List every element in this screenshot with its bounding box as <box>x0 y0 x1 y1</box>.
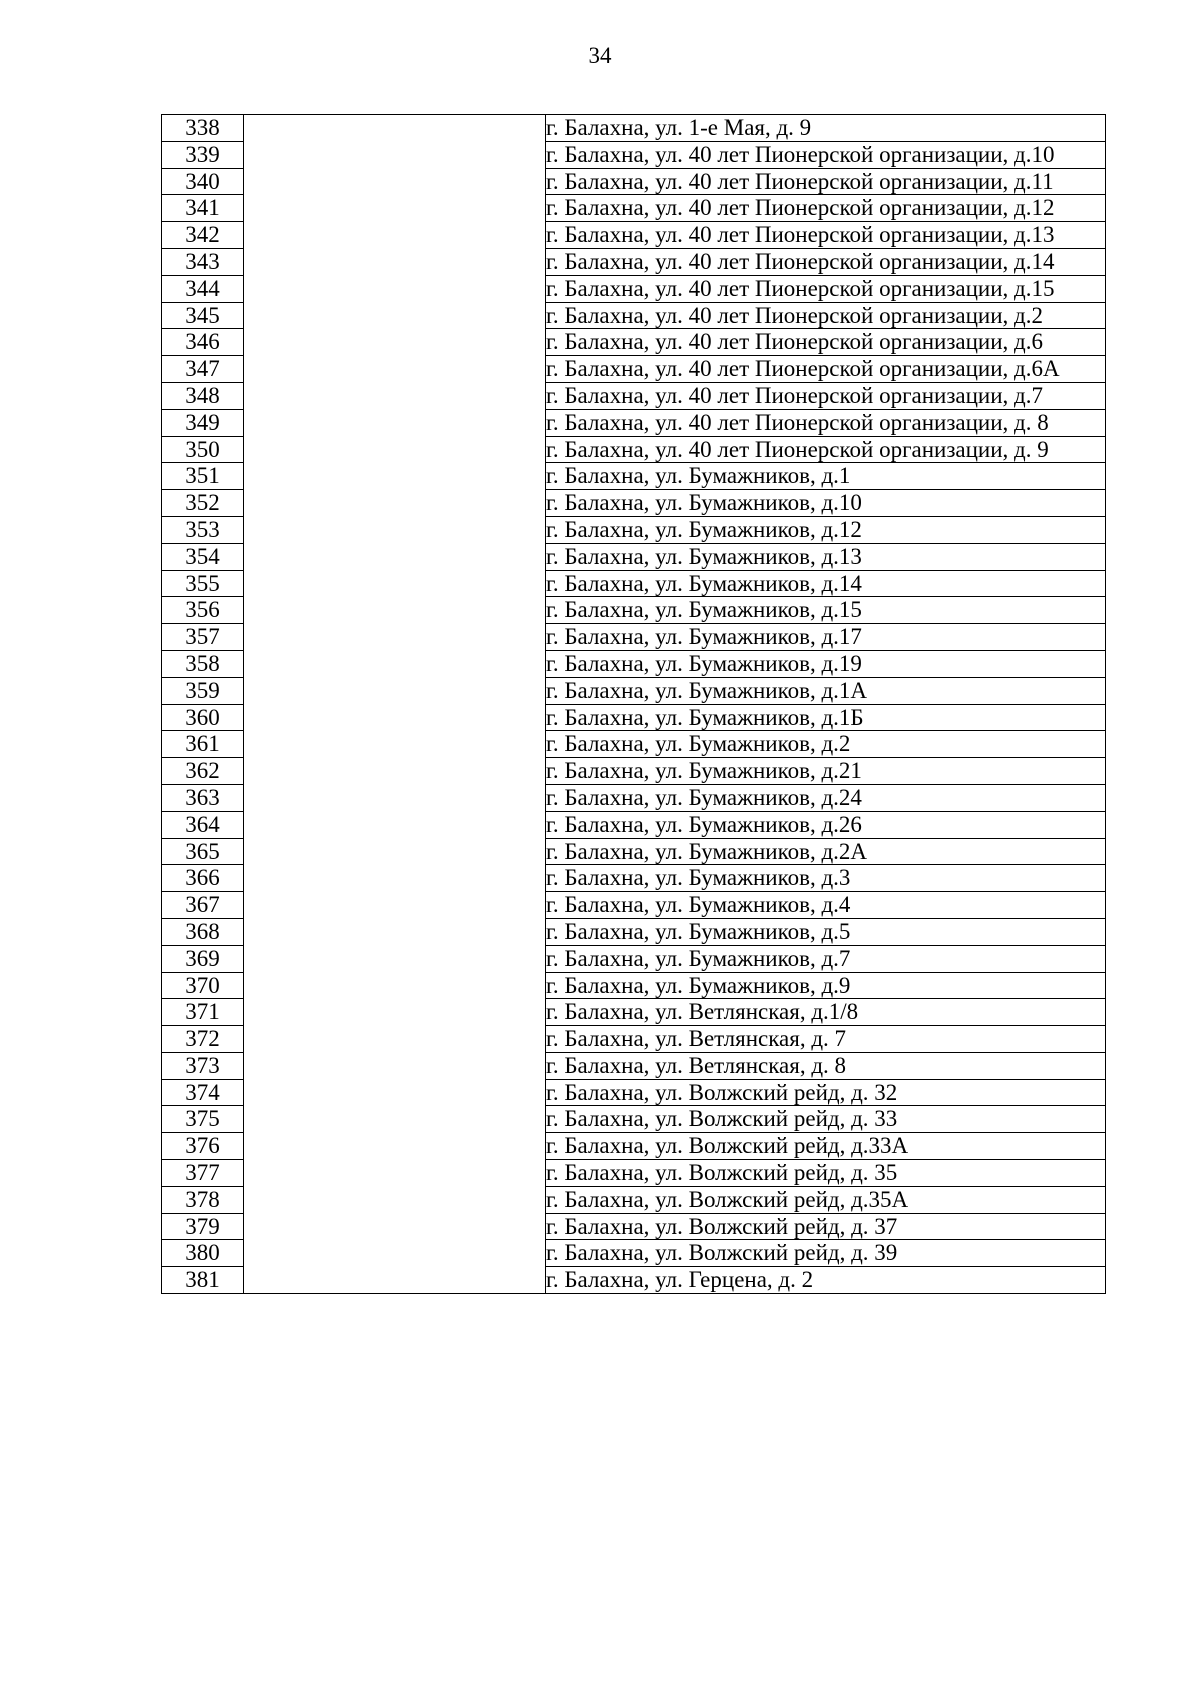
row-number: 357 <box>162 624 244 651</box>
address-cell: г. Балахна, ул. Бумажников, д.2 <box>546 731 1106 758</box>
address-table <box>161 114 1106 1294</box>
row-number: 344 <box>162 275 244 302</box>
address-cell: г. Балахна, ул. Волжский рейд, д.33А <box>546 1133 1106 1160</box>
address-cell: г. Балахна, ул. Бумажников, д.7 <box>546 945 1106 972</box>
row-number: 360 <box>162 704 244 731</box>
row-number: 358 <box>162 650 244 677</box>
row-number: 343 <box>162 248 244 275</box>
address-cell: г. Балахна, ул. Бумажников, д.26 <box>546 811 1106 838</box>
address-cell: г. Балахна, ул. 40 лет Пионерской организации, д.10 <box>546 141 1106 168</box>
address-cell: г. Балахна, ул. Волжский рейд, д.35А <box>546 1186 1106 1213</box>
row-number: 345 <box>162 302 244 329</box>
row-number: 364 <box>162 811 244 838</box>
row-number: 339 <box>162 141 244 168</box>
table-row <box>162 115 1106 142</box>
row-number: 362 <box>162 758 244 785</box>
address-cell: г. Балахна, ул. Бумажников, д.12 <box>546 516 1106 543</box>
row-number: 349 <box>162 409 244 436</box>
address-cell: г. Балахна, ул. Бумажников, д.1Б <box>546 704 1106 731</box>
row-number: 381 <box>162 1267 244 1294</box>
address-cell: г. Балахна, ул. Волжский рейд, д. 37 <box>546 1213 1106 1240</box>
address-cell: г. Балахна, ул. Бумажников, д.21 <box>546 758 1106 785</box>
address-cell: г. Балахна, ул. 40 лет Пионерской организации, д.14 <box>546 248 1106 275</box>
row-number: 348 <box>162 382 244 409</box>
address-cell: г. Балахна, ул. Бумажников, д.15 <box>546 597 1106 624</box>
address-cell: г. Балахна, ул. Бумажников, д.19 <box>546 650 1106 677</box>
address-cell: г. Балахна, ул. 40 лет Пионерской организации, д.6А <box>546 356 1106 383</box>
row-number: 380 <box>162 1240 244 1267</box>
row-number: 356 <box>162 597 244 624</box>
row-number: 376 <box>162 1133 244 1160</box>
row-number: 378 <box>162 1186 244 1213</box>
address-cell: г. Балахна, ул. 40 лет Пионерской организации, д. 9 <box>546 436 1106 463</box>
address-cell: г. Балахна, ул. Волжский рейд, д. 32 <box>546 1079 1106 1106</box>
address-cell: г. Балахна, ул. 40 лет Пионерской организации, д. 8 <box>546 409 1106 436</box>
row-number: 373 <box>162 1052 244 1079</box>
table-body <box>162 115 1106 1294</box>
address-cell: г. Балахна, ул. Бумажников, д.3 <box>546 865 1106 892</box>
address-cell: г. Балахна, ул. Волжский рейд, д. 33 <box>546 1106 1106 1133</box>
address-cell: г. Балахна, ул. Бумажников, д.17 <box>546 624 1106 651</box>
row-number: 369 <box>162 945 244 972</box>
empty-merged-cell <box>244 115 546 1294</box>
address-cell: г. Балахна, ул. Бумажников, д.1 <box>546 463 1106 490</box>
address-cell: г. Балахна, ул. 40 лет Пионерской организации, д.13 <box>546 222 1106 249</box>
address-cell: г. Балахна, ул. Бумажников, д.10 <box>546 490 1106 517</box>
row-number: 366 <box>162 865 244 892</box>
row-number: 346 <box>162 329 244 356</box>
row-number: 365 <box>162 838 244 865</box>
row-number: 351 <box>162 463 244 490</box>
row-number: 361 <box>162 731 244 758</box>
address-cell: г. Балахна, ул. Бумажников, д.2А <box>546 838 1106 865</box>
address-cell: г. Балахна, ул. Бумажников, д.5 <box>546 918 1106 945</box>
row-number: 363 <box>162 784 244 811</box>
row-number: 370 <box>162 972 244 999</box>
address-cell: г. Балахна, ул. 1-е Мая, д. 9 <box>546 115 1106 142</box>
address-cell: г. Балахна, ул. Герцена, д. 2 <box>546 1267 1106 1294</box>
row-number: 341 <box>162 195 244 222</box>
address-cell: г. Балахна, ул. Ветлянская, д. 8 <box>546 1052 1106 1079</box>
address-cell: г. Балахна, ул. 40 лет Пионерской организации, д.7 <box>546 382 1106 409</box>
row-number: 340 <box>162 168 244 195</box>
row-number: 359 <box>162 677 244 704</box>
row-number: 342 <box>162 222 244 249</box>
row-number: 350 <box>162 436 244 463</box>
row-number: 352 <box>162 490 244 517</box>
row-number: 338 <box>162 115 244 142</box>
address-cell: г. Балахна, ул. 40 лет Пионерской организации, д.2 <box>546 302 1106 329</box>
address-cell: г. Балахна, ул. 40 лет Пионерской организации, д.11 <box>546 168 1106 195</box>
address-cell: г. Балахна, ул. Бумажников, д.14 <box>546 570 1106 597</box>
row-number: 372 <box>162 1026 244 1053</box>
address-cell: г. Балахна, ул. Бумажников, д.1А <box>546 677 1106 704</box>
address-cell: г. Балахна, ул. 40 лет Пионерской организации, д.15 <box>546 275 1106 302</box>
address-cell: г. Балахна, ул. Ветлянская, д.1/8 <box>546 999 1106 1026</box>
row-number: 355 <box>162 570 244 597</box>
address-cell: г. Балахна, ул. Бумажников, д.9 <box>546 972 1106 999</box>
row-number: 347 <box>162 356 244 383</box>
address-cell: г. Балахна, ул. Бумажников, д.4 <box>546 892 1106 919</box>
address-cell: г. Балахна, ул. 40 лет Пионерской организации, д.6 <box>546 329 1106 356</box>
row-number: 368 <box>162 918 244 945</box>
address-cell: г. Балахна, ул. Ветлянская, д. 7 <box>546 1026 1106 1053</box>
row-number: 354 <box>162 543 244 570</box>
row-number: 375 <box>162 1106 244 1133</box>
row-number: 379 <box>162 1213 244 1240</box>
row-number: 371 <box>162 999 244 1026</box>
address-cell: г. Балахна, ул. 40 лет Пионерской организации, д.12 <box>546 195 1106 222</box>
row-number: 374 <box>162 1079 244 1106</box>
page-number: 34 <box>588 43 612 68</box>
address-cell: г. Балахна, ул. Бумажников, д.24 <box>546 784 1106 811</box>
row-number: 353 <box>162 516 244 543</box>
address-cell: г. Балахна, ул. Бумажников, д.13 <box>546 543 1106 570</box>
address-cell: г. Балахна, ул. Волжский рейд, д. 39 <box>546 1240 1106 1267</box>
address-cell: г. Балахна, ул. Волжский рейд, д. 35 <box>546 1160 1106 1187</box>
row-number: 377 <box>162 1160 244 1187</box>
row-number: 367 <box>162 892 244 919</box>
